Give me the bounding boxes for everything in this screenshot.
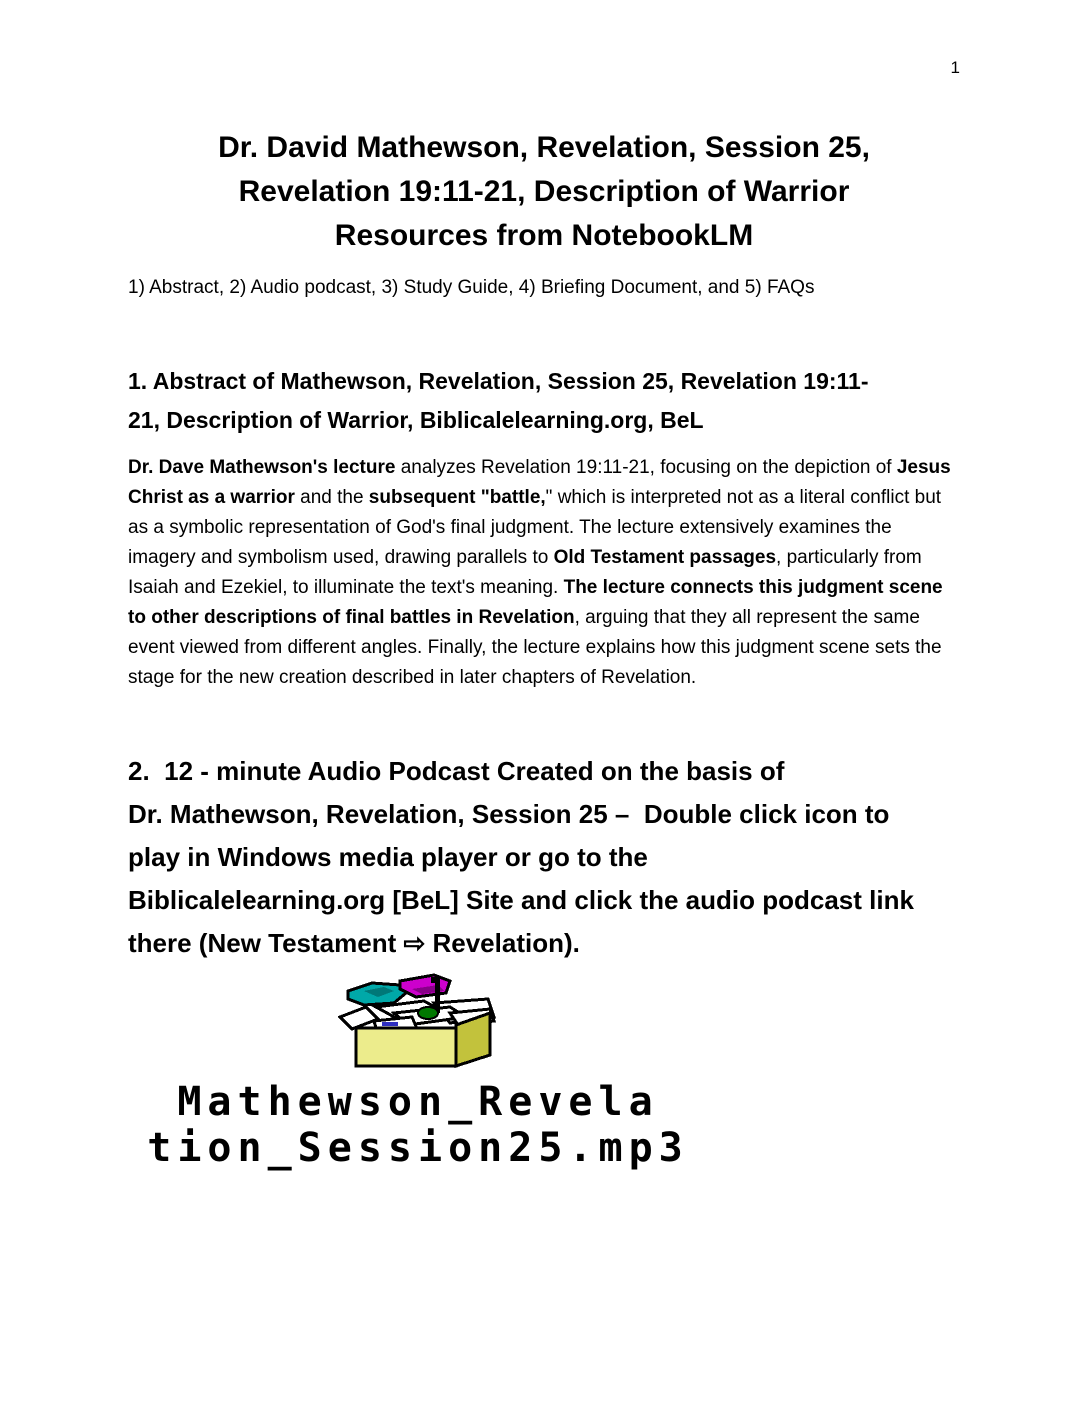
music-note-flag: [431, 977, 440, 983]
card-line-blue: [382, 1022, 398, 1026]
media-clip-icon[interactable]: [338, 973, 498, 1069]
audio-file-object[interactable]: [128, 973, 708, 1171]
document-body: [128, 0, 960, 1171]
box-front: [356, 1028, 456, 1066]
abstract-paragraph: Dr. Dave Mathewson's lecture analyzes Revelation 19:11-21, focusing on the depiction of Jesus Christ as a warrior and the subsequent "battle," which is interpreted not as a literal conflict but as a symbolic representation of God's final judgment. The lecture extensively examines the imagery and symbolism used, drawing parallels to Old Testament passages, particularly from Isaiah and Ezekiel, to illuminate the text's meaning. The lecture connects this judgment scene to other descriptions of final battles in Revelation, arguing that they all represent the same event viewed from different angles. Finally, the lecture explains how this judgment scene sets the stage for the new creation described in later chapters of Revelation.: [128, 457, 951, 688]
music-note-head: [418, 1007, 438, 1019]
document-title: [128, 0, 960, 258]
title-line: Resources from NotebookLM: [334, 219, 754, 252]
audio-filename-line: tion_Session25.mp3: [147, 1125, 689, 1171]
cd-disc-magenta: [400, 975, 450, 997]
section1-heading-line: 1. Abstract of Mathewson, Revelation, Session 25, Revelation 19:11-: [128, 368, 869, 394]
title-line: Dr. David Mathewson, Revelation, Session 25,: [218, 131, 870, 164]
section2-heading-line: play in Windows media player or go to the: [128, 842, 648, 872]
section2-heading-line: 2. 12 - minute Audio Podcast Created on the basis of: [128, 756, 785, 786]
section2-heading-line: Dr. Mathewson, Revelation, Session 25 – Double click icon to: [128, 799, 890, 829]
section2-heading-line: Biblicalelearning.org [BeL] Site and click the audio podcast link: [128, 885, 914, 915]
section2-heading: [128, 750, 960, 965]
paper-flap: [340, 1007, 378, 1029]
resources-list-line: 1) Abstract, 2) Audio podcast, 3) Study Guide, 4) Briefing Document, and 5) FAQs: [128, 277, 815, 298]
section1-heading: [128, 362, 960, 440]
audio-filename-line: Mathewson_Revela: [177, 1079, 659, 1125]
section2-heading-line: there (New Testament ⇨ Revelation).: [128, 928, 580, 958]
title-line: Revelation 19:11-21, Description of Warrior: [238, 175, 850, 208]
audio-filename[interactable]: [128, 1079, 708, 1171]
section1-heading-line: 21, Description of Warrior, Biblicalelearning.org, BeL: [128, 407, 704, 433]
page-number: 1: [950, 58, 960, 77]
